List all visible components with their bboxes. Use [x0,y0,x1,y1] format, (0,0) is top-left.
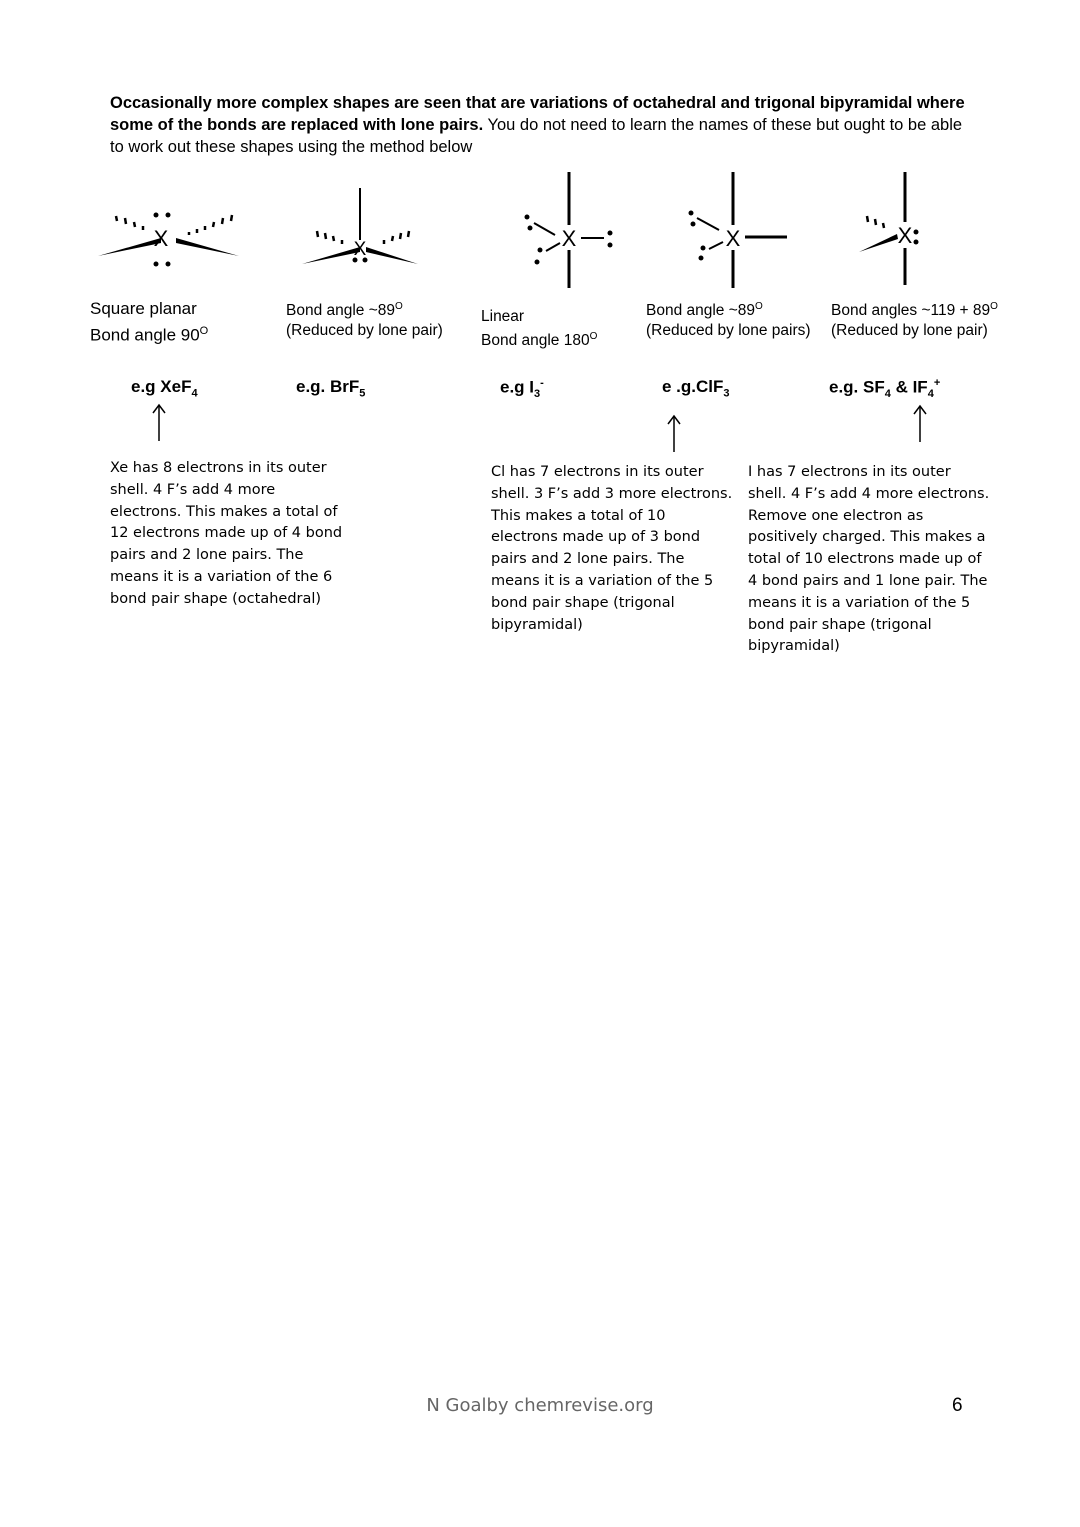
t-shaped-diagram [685,170,795,295]
up-arrow-icon [151,403,167,443]
explanation-if4: I has 7 electrons in its outer shell. 4 F’s add 4 more electrons. Remove one electron as positively charged. This makes a total of 10 electrons made up of 4 bond pairs and 1 lone pair. The means it is a variation of the 5 bond pair shape (trigonal bipyramidal) [748,464,990,655]
see-saw-diagram [855,170,935,295]
up-arrow-icon [912,404,928,444]
atom-label: X [353,239,367,260]
atom-label: X [561,226,577,251]
intro-paragraph [110,92,970,158]
caption-see-saw: Bond angles ~119 + $89^O$ (Reduced by lone pair) [831,301,998,340]
atom-label: X [897,223,913,248]
caption-square-pyramidal: Bond angle $\sim 89^O$ (Reduced by lone pair) [286,301,443,340]
square-planar-diagram [95,205,245,280]
up-arrow-icon [666,414,682,454]
footer-credit: N Goalby chemrevise.org [426,1395,654,1416]
intro-bold: Occasionally more complex shapes are seen that are variations of octahedral and trigonal bipyramidal where some of the bonds are replaced with lone pairs. [110,94,965,134]
atom-label: X [725,226,741,251]
square-pyramidal-diagram [298,185,423,275]
page-number: 6 [952,1395,963,1416]
example-sf4-if4: e.g. $SF_4$ & $IF_4^+$ [829,377,941,401]
example-i3: e.g $I_3^-$ [500,377,544,401]
caption-t-shaped: Bond angle $\sim 89^O$ (Reduced by lone pairs) [646,301,811,340]
example-clf3: e .g.ClF$_3$ [662,377,730,400]
example-xef4: e.g XeF$_4$ [131,377,198,400]
caption-linear: Linear Bond angle $180^O$ [481,308,598,350]
caption-square-planar: Square planar Bond angle $90^O$ [90,299,209,345]
linear-diagram [520,170,620,295]
intro-normal: You do not need to learn the names of these but ought to be able to work out these shapes using the method below [110,116,963,156]
atom-label: X [153,226,169,251]
explanation-clf3: Cl has 7 electrons in its outer shell. 3 F’s add 3 more electrons. This makes a total of 10 electrons made up of 3 bond pairs and 2 lone pairs. The means it is a variation of the 5 bond pair shape (trigonal bipyramidal) [491,464,733,633]
explanation-xef4: Xe has 8 electrons in its outer shell. 4 F’s add 4 more electrons. This makes a total of 12 electrons made up of 4 bond pairs and 2 lone pairs. The means it is a variation of the 6 bond pair shape (octahedral) [110,460,343,607]
example-brf5: e.g. BrF$_5$ [296,377,366,400]
